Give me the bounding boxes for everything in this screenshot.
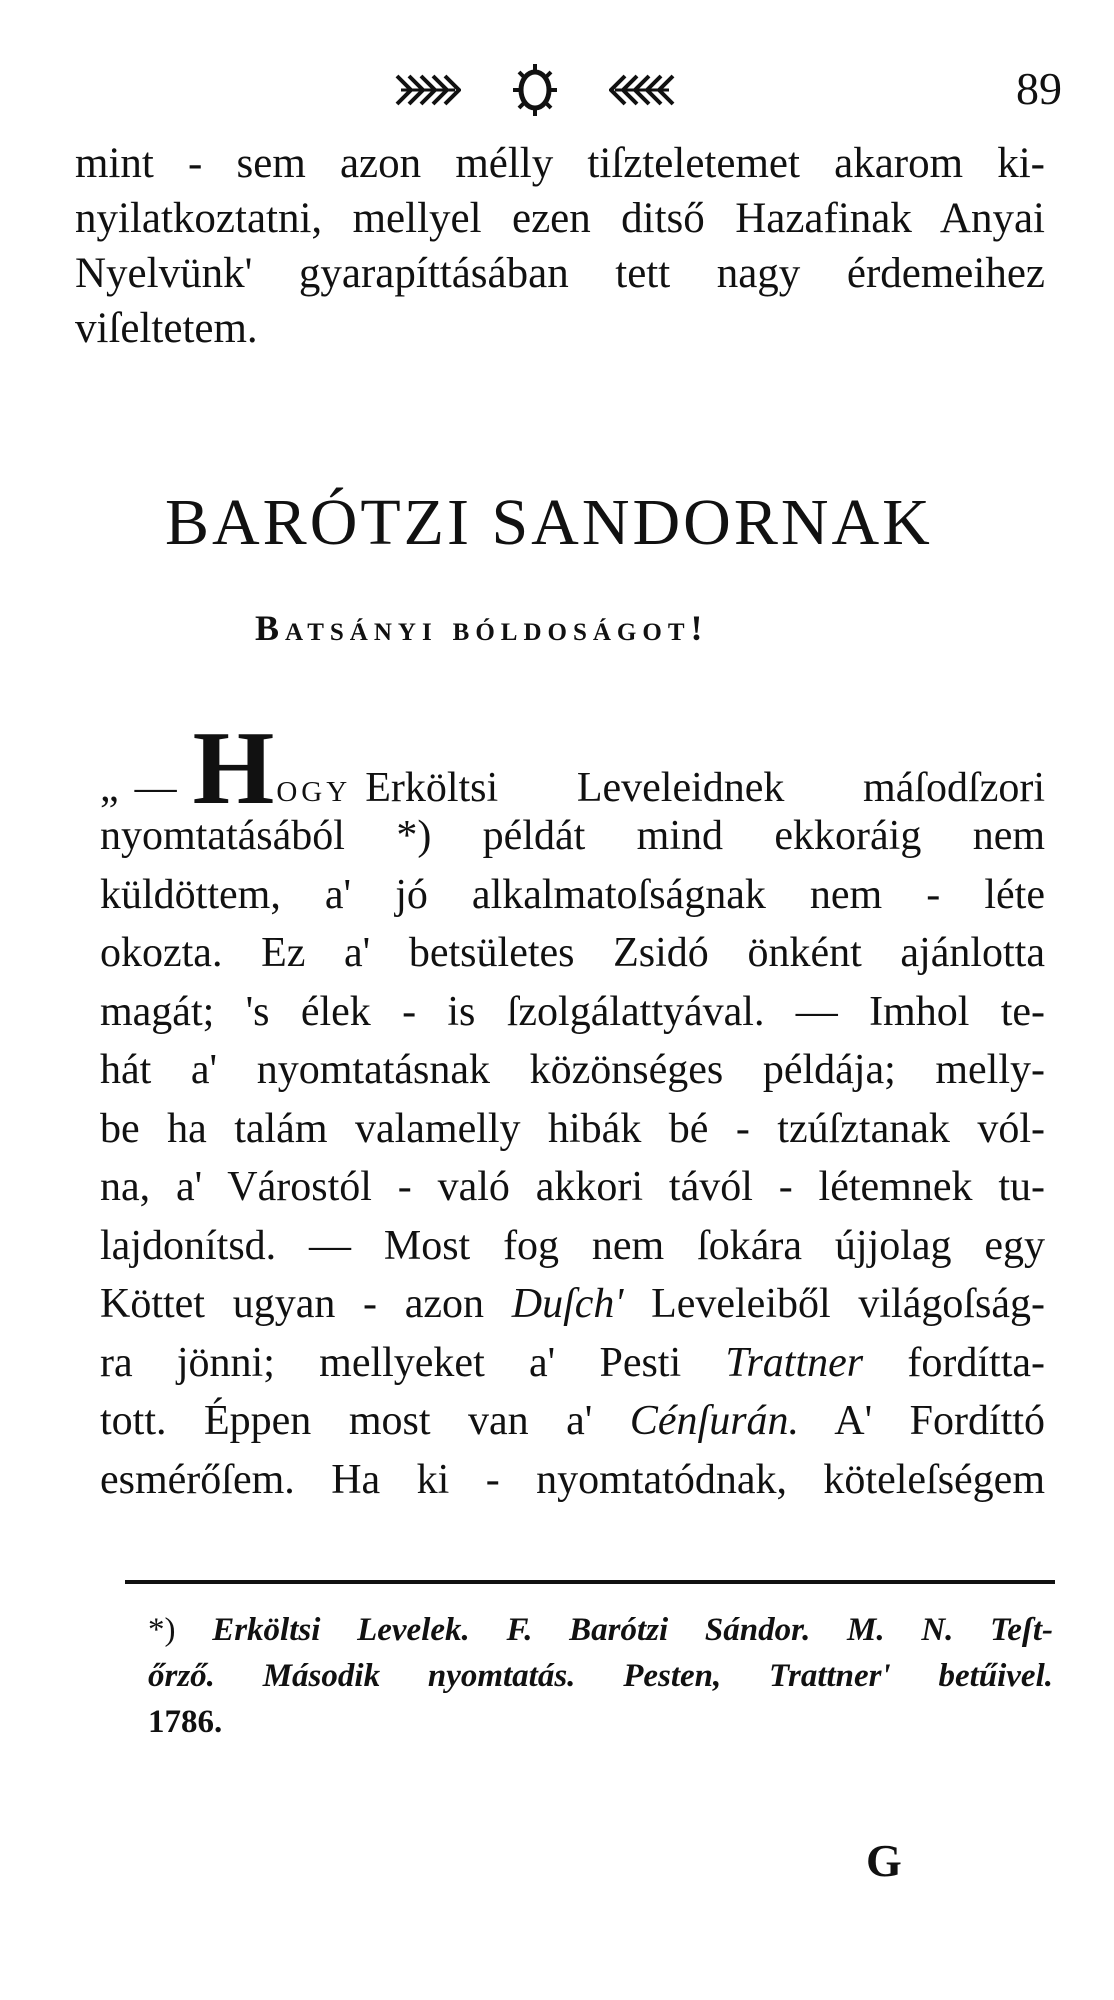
footnote-text: őrző. Második nyomtatás. Pesten, Trattner' betűivel.: [148, 1658, 1053, 1694]
text-segment: ra jönni; mellyeket a' Pesti: [100, 1339, 726, 1386]
footnote-line: [148, 1658, 1053, 1704]
text-line: be ha talám valamelly hibák bé - tzúſztanak vól-: [100, 1105, 1045, 1152]
footnote-line: [148, 1612, 1053, 1658]
footnote-divider: [125, 1580, 1055, 1584]
section-subheading: Batsányi bóldoságot!: [255, 608, 709, 648]
intro-paragraph: [75, 142, 1045, 362]
text-line: nyomtatásából *) példát mind ekkoráig nem: [100, 813, 1045, 859]
text-line: hát a' nyomtatásnak közönséges példája; melly-: [100, 1047, 1045, 1093]
text-line: Nyelvünk' gyarapíttásában tett nagy érdemeihez: [75, 250, 1045, 297]
text-line: magát; 's élek - is ſzolgálattyával. — Imhol te-: [100, 988, 1045, 1035]
name-dusch: Duſch': [511, 1281, 624, 1327]
text-segment: Leveleiből világoſság-: [623, 1281, 1045, 1327]
signature-mark: G: [866, 1835, 902, 1886]
footnote: [148, 1612, 1053, 1750]
footnote-line: [148, 1704, 1053, 1750]
opening-dash: —: [134, 765, 177, 811]
name-trattner: Trattner: [725, 1339, 864, 1386]
letter-first-line: [100, 708, 1045, 826]
drop-cap-word-rest: ogy: [276, 765, 352, 811]
text-line: esmérőſem. Ha ki - nyomtatódnak, köteleſségem: [100, 1456, 1045, 1503]
fleuron-center-icon: [507, 62, 563, 118]
text-line: [100, 1339, 1045, 1398]
fleuron-right-icon: [609, 68, 675, 112]
opening-quote: „: [100, 765, 119, 811]
text-line: na, a' Várostól - való akkori távól - létemnek tu-: [100, 1164, 1045, 1210]
text-segment: A' Fordíttó: [799, 1398, 1045, 1444]
word-censura: Cénſurán.: [629, 1398, 800, 1444]
footnote-mark: *): [148, 1612, 176, 1648]
text-segment: tott. Éppen most van a': [100, 1398, 630, 1444]
header-ornament: [395, 60, 675, 120]
text-line: lajdonítsd. — Most fog nem ſokára újjolag egy: [100, 1222, 1045, 1269]
footnote-year: 1786.: [148, 1704, 223, 1740]
first-line-rest: Erköltsi Leveleidnek máſodſzori: [365, 765, 1045, 811]
page-number: 89: [1016, 63, 1062, 114]
text-line: küldöttem, a' jó alkalmatoſságnak nem - léte: [100, 871, 1045, 918]
footnote-text: Erköltsi Levelek. F. Barótzi Sándor. M. N. Teſt-: [212, 1612, 1054, 1648]
text-line: nyilatkoztatni, mellyel ezen ditső Hazafinak Anyai: [75, 195, 1045, 242]
text-line: [100, 1397, 1045, 1456]
section-heading: BARÓTZI SANDORNAK: [165, 486, 933, 559]
text-segment: Köttet ugyan - azon: [100, 1281, 512, 1327]
fleuron-left-icon: [395, 68, 461, 112]
text-line: okozta. Ez a' betsületes Zsidó önként ajánlotta: [100, 930, 1045, 976]
text-segment: fordítta-: [863, 1339, 1045, 1386]
text-line: [100, 1280, 1045, 1339]
text-line: mint - sem azon mélly tiſzteletemet akarom ki-: [75, 140, 1045, 187]
letter-body: [100, 708, 1045, 1514]
drop-cap: H: [192, 708, 275, 826]
text-line: viſeltetem.: [75, 305, 258, 352]
